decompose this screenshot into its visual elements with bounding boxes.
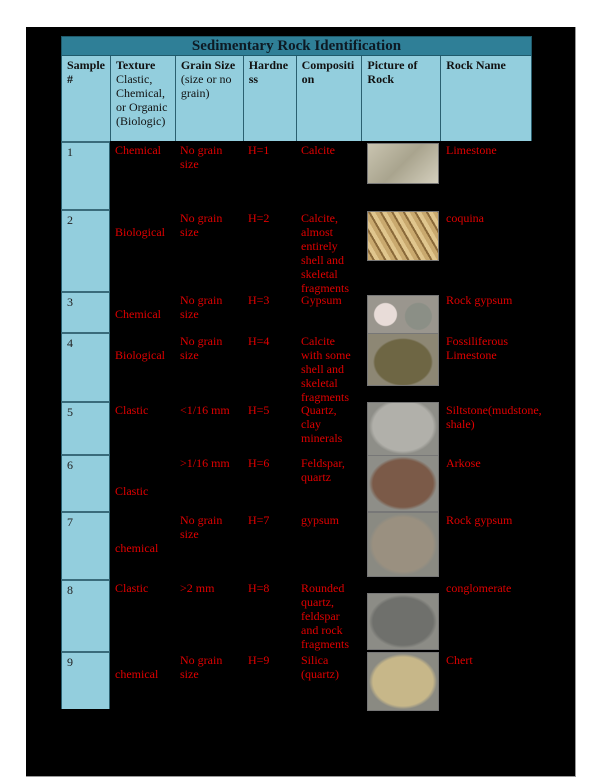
grain-size-cell: No grain size: [180, 143, 223, 171]
texture-cell: Clastic: [115, 403, 149, 417]
rock-name-cell: Fossiliferous Limestone: [446, 334, 509, 362]
header-picture: Picture of Rock: [362, 56, 441, 141]
header-rock-name: Rock Name: [441, 56, 532, 141]
composition-cell: Feldspar, quartz: [301, 456, 345, 484]
table-row: [61, 332, 532, 404]
composition-cell: gypsum: [301, 513, 340, 527]
header-hardness: Hardne ss: [244, 56, 297, 141]
sample-number: 8: [61, 579, 110, 651]
rock-name-cell: Chert: [446, 653, 473, 667]
conglomerate-photo: [367, 593, 439, 650]
rock-name-cell: Limestone: [446, 143, 497, 157]
hardness-cell: H=1: [248, 143, 270, 157]
texture-cell: Clastic: [115, 484, 149, 498]
grain-size-cell: <1/16 mm: [180, 403, 230, 417]
table-header-row: [61, 56, 532, 141]
siltstone-photo: [367, 402, 439, 456]
table-row: [61, 579, 532, 651]
grain-size-cell: No grain size: [180, 293, 223, 321]
rock-identification-table: [61, 36, 542, 709]
picture-cell: [362, 332, 441, 401]
texture-cell: chemical: [115, 541, 159, 555]
rock-name-cell: Rock gypsum: [446, 293, 513, 307]
picture-cell: [362, 511, 441, 579]
composition-cell: Calcite with some shell and skeletal fragments: [301, 334, 351, 404]
grain-size-cell: >2 mm: [180, 581, 215, 595]
table-row: [61, 511, 532, 579]
rock-name-cell: conglomerate: [446, 581, 512, 595]
picture-cell: [362, 401, 441, 454]
picture-cell: [362, 141, 441, 209]
rock-name-cell: coquina: [446, 211, 484, 225]
rock-gypsum-photo-2: [367, 512, 439, 577]
sample-number: 1: [61, 141, 110, 209]
table-row: [61, 401, 542, 454]
hardness-cell: H=2: [248, 211, 270, 225]
picture-cell: [362, 209, 441, 291]
sample-number: 4: [61, 332, 110, 401]
sample-number: 5: [61, 401, 110, 454]
rock-gypsum-photo: [367, 295, 439, 334]
texture-cell: Clastic: [115, 581, 149, 595]
composition-cell: Calcite: [301, 143, 335, 157]
composition-cell: Rounded quartz, feldspar and rock fragments: [301, 581, 349, 651]
fossiliferous-limestone-photo: [367, 333, 439, 386]
sample-number: 9: [61, 651, 110, 709]
picture-cell: [362, 454, 441, 511]
hardness-cell: H=3: [248, 293, 270, 307]
header-sample: Sample #: [62, 56, 111, 141]
rock-name-cell: Arkose: [446, 456, 481, 470]
chert-photo: [367, 652, 439, 711]
grain-size-cell: No grain size: [180, 211, 223, 239]
table-row: [61, 291, 532, 332]
arkose-photo: [367, 455, 439, 512]
texture-cell: chemical: [115, 667, 159, 681]
coquina-photo: [367, 211, 439, 261]
hardness-cell: H=4: [248, 334, 270, 348]
composition-cell: Calcite, almost entirely shell and skeletal fragments: [301, 211, 349, 295]
hardness-cell: H=7: [248, 513, 270, 527]
hardness-cell: H=8: [248, 581, 270, 595]
picture-cell: [362, 291, 441, 332]
grain-size-cell: No grain size: [180, 513, 223, 541]
sample-number: 7: [61, 511, 110, 579]
sample-number: 3: [61, 291, 110, 332]
header-texture: Texture Clastic, Chemical, or Organic (Biologic): [111, 56, 176, 141]
hardness-cell: H=6: [248, 456, 270, 470]
table-title: Sedimentary Rock Identification: [61, 36, 532, 56]
hardness-cell: H=9: [248, 653, 270, 667]
table-row: [61, 651, 532, 709]
table-body: [61, 141, 542, 709]
table-row: [61, 141, 532, 209]
composition-cell: Silica (quartz): [301, 653, 339, 681]
limestone-photo: [367, 143, 439, 184]
picture-cell: [362, 651, 441, 709]
texture-cell: Biological: [115, 348, 165, 362]
texture-cell: Chemical: [115, 307, 161, 321]
grain-size-cell: No grain size: [180, 334, 223, 362]
grain-size-cell: No grain size: [180, 653, 223, 681]
hardness-cell: H=5: [248, 403, 270, 417]
rock-name-cell: Siltstone(mudstone, shale): [446, 403, 542, 431]
texture-cell: Biological: [115, 225, 165, 239]
header-grain-size: Grain Size (size or no grain): [176, 56, 244, 141]
table-row: [61, 209, 532, 295]
composition-cell: Gypsum: [301, 293, 342, 307]
sample-number: 2: [61, 209, 110, 291]
rock-name-cell: Rock gypsum: [446, 513, 513, 527]
texture-cell: Chemical: [115, 143, 161, 157]
picture-cell: [362, 579, 441, 651]
grain-size-cell: >1/16 mm: [180, 456, 230, 470]
header-composition: Compositi on: [297, 56, 363, 141]
sample-number: 6: [61, 454, 110, 511]
composition-cell: Quartz, clay minerals: [301, 403, 343, 445]
table-row: [61, 454, 532, 511]
